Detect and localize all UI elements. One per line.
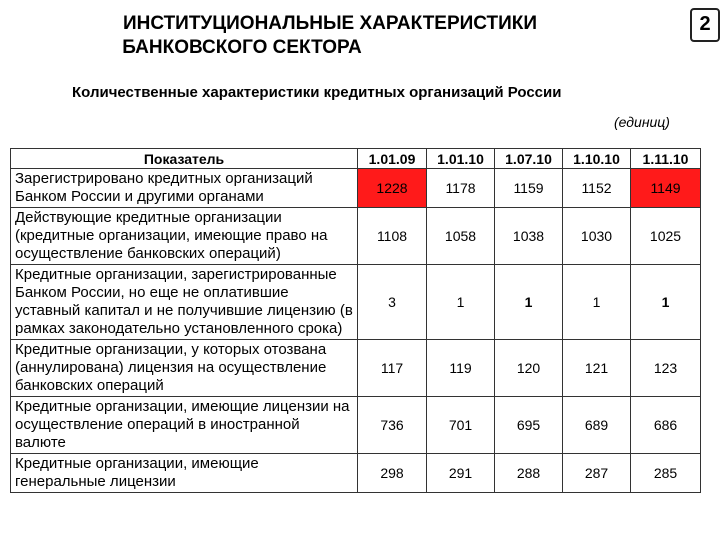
table-row — [11, 397, 701, 454]
column-header: 1.01.09 — [358, 149, 427, 169]
table-cell: 291 — [427, 454, 495, 493]
table-cell: 1 — [495, 265, 563, 340]
unit-note: (единиц) — [614, 114, 670, 130]
table-cell: 1 — [427, 265, 495, 340]
table-cell: 1228 — [358, 169, 427, 208]
column-header: 1.11.10 — [631, 149, 701, 169]
row-label: Кредитные организации, имеющие лицензии на осуществление операций в иностранной валюте — [11, 397, 358, 454]
table-cell: 1025 — [631, 208, 701, 265]
table-row — [11, 265, 701, 340]
table-cell: 701 — [427, 397, 495, 454]
table-cell: 123 — [631, 340, 701, 397]
table-cell: 1149 — [631, 169, 701, 208]
row-label: Кредитные организации, у которых отозвана (аннулирована) лицензия на осуществление банковских операций — [11, 340, 358, 397]
table-cell: 120 — [495, 340, 563, 397]
table-cell: 1108 — [358, 208, 427, 265]
table-row — [11, 454, 701, 493]
table-cell: 298 — [358, 454, 427, 493]
table-cell: 1 — [563, 265, 631, 340]
table-cell: 117 — [358, 340, 427, 397]
page-title — [0, 12, 720, 60]
table-cell: 736 — [358, 397, 427, 454]
column-header: 1.01.10 — [427, 149, 495, 169]
column-header: 1.07.10 — [495, 149, 563, 169]
row-label: Зарегистрировано кредитных организаций Банком России и другими органами — [11, 169, 358, 208]
table-cell: 1058 — [427, 208, 495, 265]
table-cell: 1030 — [563, 208, 631, 265]
page-number-badge: 2 — [690, 8, 720, 42]
table-cell: 1152 — [563, 169, 631, 208]
table-cell: 689 — [563, 397, 631, 454]
table-cell: 3 — [358, 265, 427, 340]
column-header: 1.10.10 — [563, 149, 631, 169]
table-row — [11, 169, 701, 208]
table-cell: 1159 — [495, 169, 563, 208]
table-row — [11, 208, 701, 265]
row-label: Кредитные организации, зарегистрированные Банком России, но еще не оплатившие уставный капитал и не получившие лицензию (в рамках законодательно установленного срока) — [11, 265, 358, 340]
column-header: Показатель — [11, 149, 358, 169]
table-cell: 1 — [631, 265, 701, 340]
table-cell: 287 — [563, 454, 631, 493]
table-cell: 288 — [495, 454, 563, 493]
table-subtitle: Количественные характеристики кредитных организаций России — [72, 84, 562, 101]
table-header-row — [11, 149, 701, 169]
table-cell: 119 — [427, 340, 495, 397]
table-cell: 686 — [631, 397, 701, 454]
row-label: Действующие кредитные организации (кредитные организации, имеющие право на осуществление банковских операций) — [11, 208, 358, 265]
table-cell: 1038 — [495, 208, 563, 265]
title-line-2: БАНКОВСКОГО СЕКТОРА — [122, 37, 362, 58]
table-row — [11, 340, 701, 397]
table-cell: 121 — [563, 340, 631, 397]
table-cell: 285 — [631, 454, 701, 493]
table-cell: 695 — [495, 397, 563, 454]
data-table — [10, 148, 701, 493]
row-label: Кредитные организации, имеющие генеральные лицензии — [11, 454, 358, 493]
table-cell: 1178 — [427, 169, 495, 208]
title-line-1: ИНСТИТУЦИОНАЛЬНЫЕ ХАРАКТЕРИСТИКИ — [122, 13, 538, 34]
